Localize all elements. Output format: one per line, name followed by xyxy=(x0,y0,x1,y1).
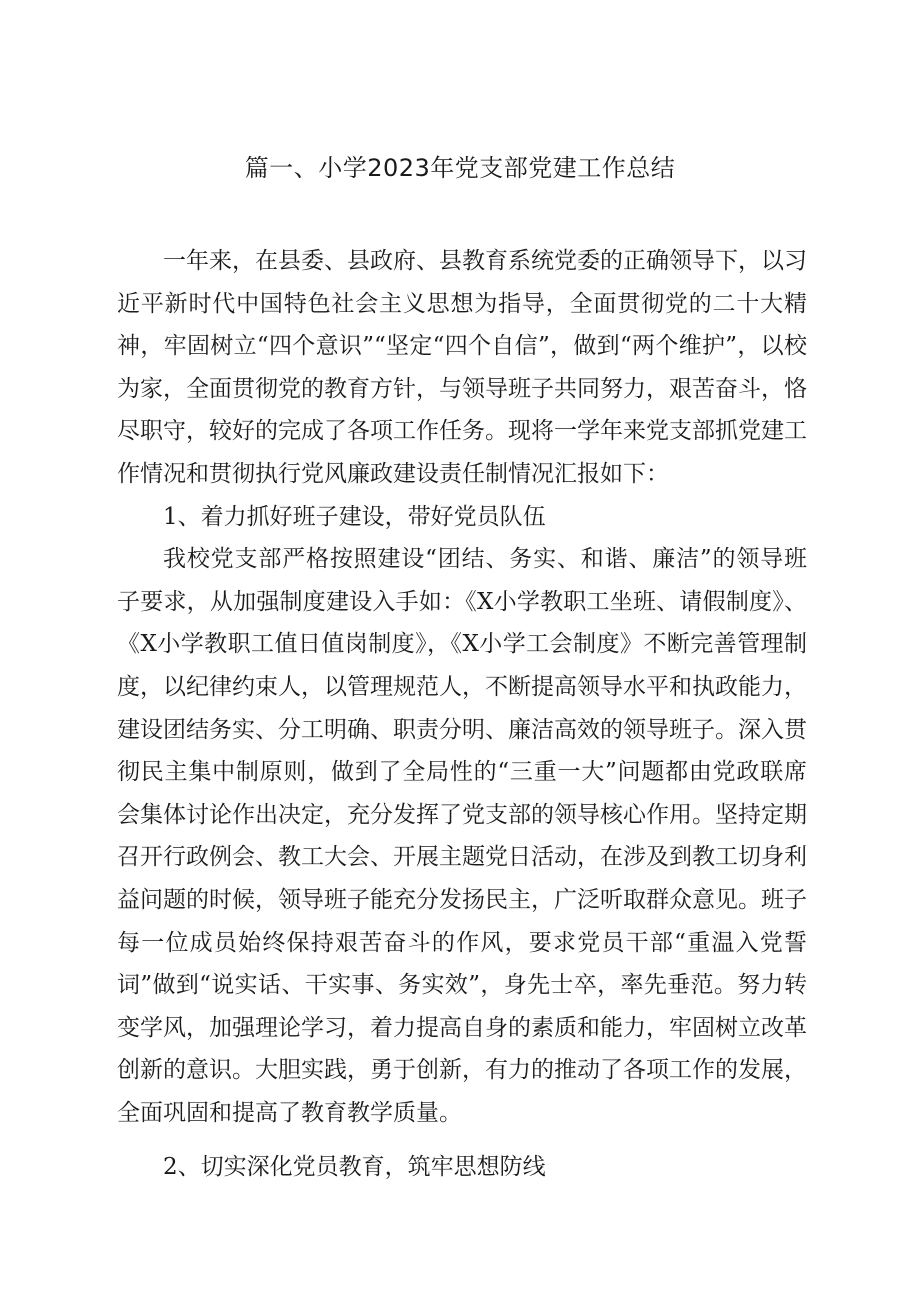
document-title: 篇一、小学2023年党支部党建工作总结 xyxy=(244,154,676,182)
section-1-heading: 1、着力抓好班子建设，带好党员队伍 xyxy=(163,503,546,530)
intro-paragraph: 一年来，在县委、县政府、县教育系统党委的正确领导下，以习近平新时代中国特色社会主义思想为指导，全面贯彻党的二十大精神，牢固树立“四个意识”“坚定“四个自信”，做到“两个维护”，以校为家，全面贯彻党的教育方针，与领导班子共同努力，艰苦奋斗，恪尽职守，较好的完成了各项工作任务。现将一学年来党支部抓党建工作情况和贯彻执行党风廉政建设责任制情况汇报如下： xyxy=(117,248,807,487)
section-2-heading: 2、切实深化党员教育，筑牢思想防线 xyxy=(163,1154,546,1181)
document-body xyxy=(117,240,807,1189)
section-1-paragraph: 我校党支部严格按照建设“团结、务实、和谐、廉洁”的领导班子要求，从加强制度建设入手如：《X小学教职工坐班、请假制度》、《X小学教职工值日值岗制度》，《X小学工会制度》不断完善管理制度，以纪律约束人，以管理规范人，不断提高领导水平和执政能力，建设团结务实、分工明确、职责分明、廉洁高效的领导班子。深入贯彻民主集中制原则，做到了全局性的“三重一大”问题都由党政联席会集体讨论作出决定，充分发挥了党支部的领导核心作用。坚持定期召开行政例会、教工大会、开展主题党日活动，在涉及到教工切身利益问题的时候，领导班子能充分发扬民主，广泛听取群众意见。班子每一位成员始终保持艰苦奋斗的作风，要求党员干部“重温入党誓词”做到“说实话、干实事、务实效”，身先士卒，率先垂范。努力转变学风，加强理论学习，着力提高自身的素质和能力，牢固树立改革创新的意识。大胆实践，勇于创新，有力的推动了各项工作的发展，全面巩固和提高了教育教学质量。 xyxy=(117,546,807,1126)
